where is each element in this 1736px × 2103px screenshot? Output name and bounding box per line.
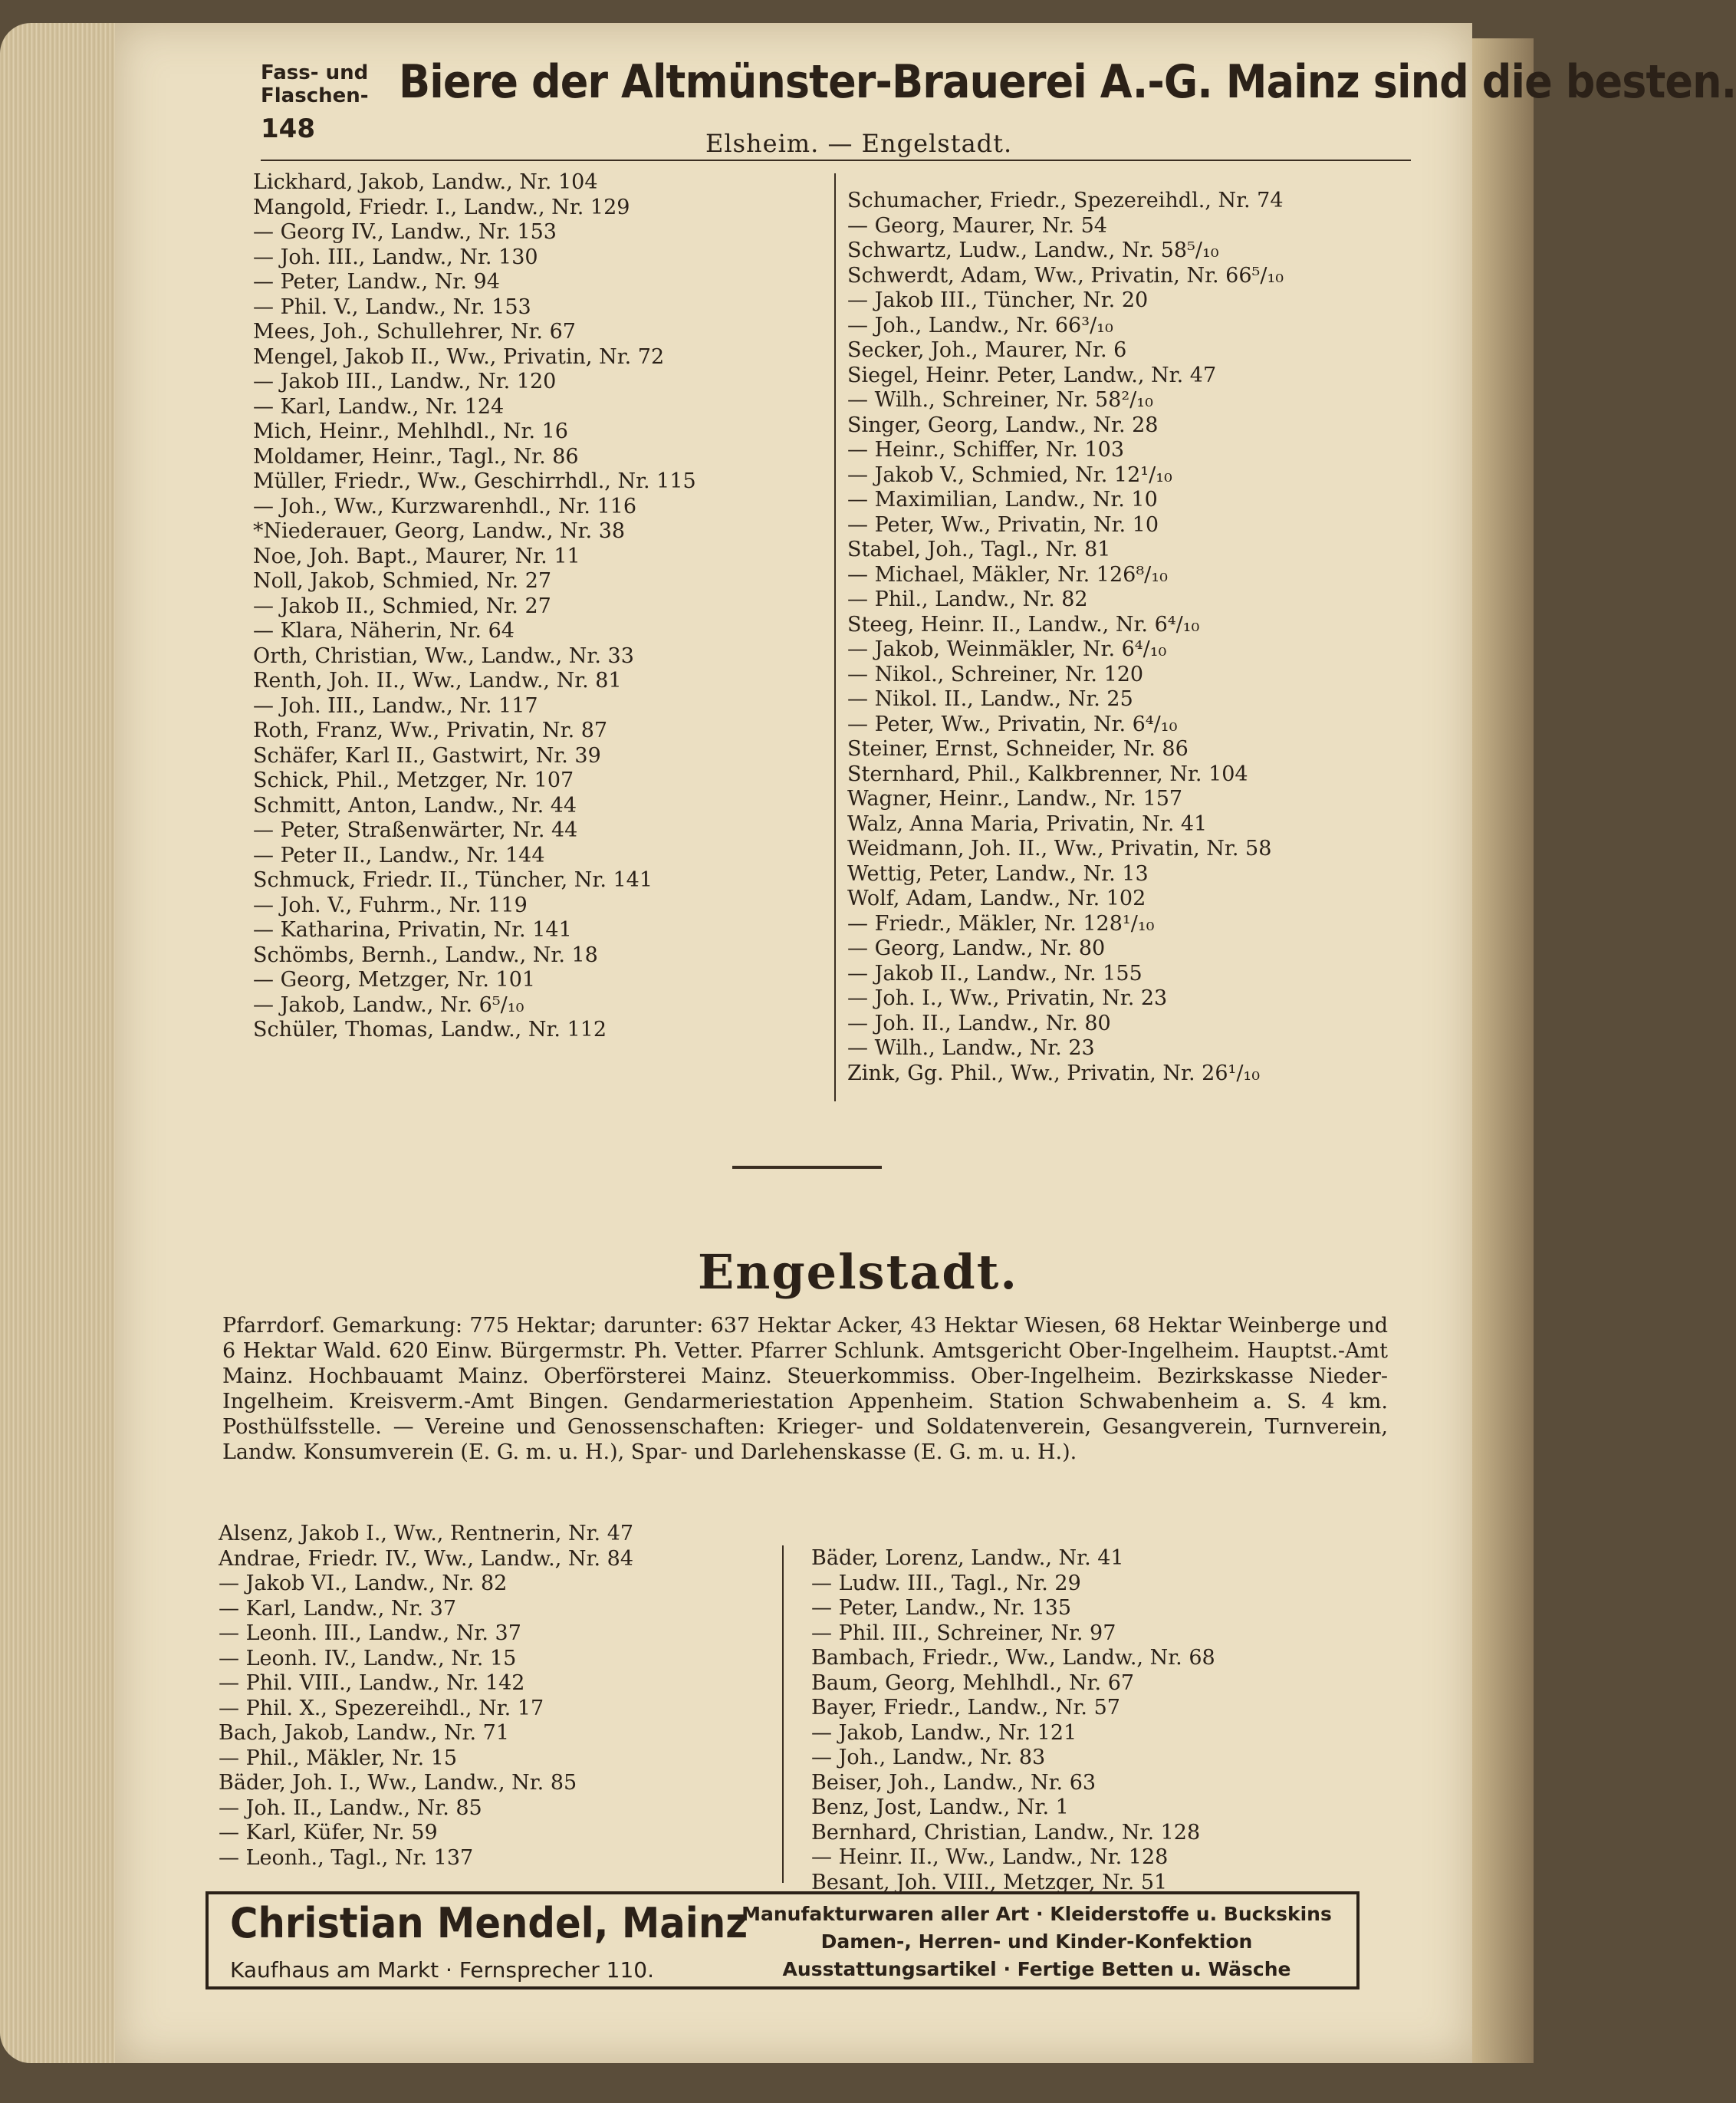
directory-entry: Schumacher, Friedr., Spezereihdl., Nr. 74: [847, 189, 1284, 212]
book-page-edges: [0, 23, 130, 2063]
directory-entry: Roth, Franz, Ww., Privatin, Nr. 87: [253, 719, 608, 742]
directory-entry: Schmitt, Anton, Landw., Nr. 44: [253, 793, 577, 818]
directory-entry: — Katharina, Privatin, Nr. 141: [253, 918, 572, 942]
directory-entry: Wolf, Adam, Landw., Nr. 102: [847, 887, 1146, 910]
directory-entry: Schüler, Thomas, Landw., Nr. 112: [253, 1018, 607, 1042]
directory-entry: — Joh. III., Landw., Nr. 117: [253, 693, 538, 718]
running-title: Elsheim. — Engelstadt.: [705, 129, 1013, 158]
directory-entry: Walz, Anna Maria, Privatin, Nr. 41: [847, 811, 1208, 836]
directory-entry: — Peter, Landw., Nr. 135: [811, 1596, 1072, 1620]
directory-entry: Schömbs, Bernh., Landw., Nr. 18: [253, 943, 598, 967]
directory-entry: Noe, Joh. Bapt., Maurer, Nr. 11: [253, 544, 580, 568]
directory-entry: — Jakob, Weinmäkler, Nr. 6⁴/₁₀: [847, 637, 1167, 661]
engelstadt-left-column: [219, 1522, 633, 1871]
directory-entry: — Georg, Metzger, Nr. 101: [253, 968, 536, 992]
directory-entry: — Phil. VIII., Landw., Nr. 142: [219, 1671, 525, 1695]
directory-entry: Zink, Gg. Phil., Ww., Privatin, Nr. 26¹/₁₀: [847, 1061, 1261, 1085]
directory-entry: — Georg, Maurer, Nr. 54: [847, 213, 1107, 238]
directory-entry: — Karl, Küfer, Nr. 59: [219, 1821, 438, 1845]
directory-entry: — Jakob VI., Landw., Nr. 82: [219, 1571, 508, 1595]
directory-entry: Alsenz, Jakob I., Ww., Rentnerin, Nr. 47: [219, 1522, 634, 1545]
directory-entry: — Peter, Ww., Privatin, Nr. 6⁴/₁₀: [847, 712, 1178, 736]
directory-entry: Renth, Joh. II., Ww., Landw., Nr. 81: [253, 669, 622, 693]
directory-entry: Schwerdt, Adam, Ww., Privatin, Nr. 66⁵/₁₀: [847, 263, 1284, 288]
directory-entry: Orth, Christian, Ww., Landw., Nr. 33: [253, 643, 634, 668]
directory-entry: Bambach, Friedr., Ww., Landw., Nr. 68: [811, 1646, 1215, 1670]
directory-entry: Schwartz, Ludw., Landw., Nr. 58⁵/₁₀: [847, 239, 1219, 262]
directory-entry: Steiner, Ernst, Schneider, Nr. 86: [847, 737, 1189, 761]
directory-entry: — Jakob V., Schmied, Nr. 12¹/₁₀: [847, 462, 1172, 487]
engelstadt-right-column: [811, 1546, 1215, 1895]
directory-entry: — Joh. V., Fuhrm., Nr. 119: [253, 893, 528, 917]
directory-entry: Mangold, Friedr. I., Landw., Nr. 129: [253, 195, 630, 219]
directory-entry: Bäder, Joh. I., Ww., Landw., Nr. 85: [219, 1771, 577, 1795]
ad-company-name: Christian Mendel, Mainz: [230, 1899, 748, 1947]
ad-main-text: Biere der Altmünster-Brauerei A.-G. Mainz sind die besten.: [399, 55, 1736, 109]
directory-entry: — Joh. II., Landw., Nr. 85: [219, 1795, 482, 1820]
directory-entry: Weidmann, Joh. II., Ww., Privatin, Nr. 58: [847, 837, 1272, 861]
directory-entry: — Leonh., Tagl., Nr. 137: [219, 1845, 474, 1870]
ad-line-3: Ausstattungsartikel · Fertige Betten u. Wäsche: [782, 1958, 1291, 1980]
directory-entry: — Leonh. III., Landw., Nr. 37: [219, 1621, 521, 1645]
directory-entry: — Ludw. III., Tagl., Nr. 29: [811, 1571, 1081, 1595]
directory-entry: Sternhard, Phil., Kalkbrenner, Nr. 104: [847, 762, 1248, 786]
directory-entry: — Heinr. II., Ww., Landw., Nr. 128: [811, 1845, 1169, 1869]
directory-entry: — Wilh., Landw., Nr. 23: [847, 1036, 1095, 1060]
directory-entry: — Karl, Landw., Nr. 124: [253, 394, 505, 419]
directory-entry: — Phil. V., Landw., Nr. 153: [253, 295, 531, 319]
column-divider-bottom: [782, 1545, 784, 1883]
column-divider-top: [834, 173, 836, 1101]
directory-entry: Mich, Heinr., Mehlhdl., Nr. 16: [253, 420, 568, 443]
directory-entry: — Heinr., Schiffer, Nr. 103: [847, 438, 1124, 462]
directory-entry: — Wilh., Schreiner, Nr. 58²/₁₀: [847, 388, 1153, 412]
ad-small-text: Fass- und Flaschen-: [261, 61, 369, 107]
directory-entry: Schmuck, Friedr. II., Tüncher, Nr. 141: [253, 868, 653, 892]
header-rule: [261, 160, 1411, 161]
directory-entry: — Jakob, Landw., Nr. 6⁵/₁₀: [253, 992, 524, 1017]
directory-entry: — Joh. I., Ww., Privatin, Nr. 23: [847, 986, 1168, 1010]
section-title: Engelstadt.: [698, 1244, 1018, 1300]
directory-entry: — Jakob II., Schmied, Nr. 27: [253, 594, 551, 618]
directory-entry: Bernhard, Christian, Landw., Nr. 128: [811, 1820, 1201, 1845]
directory-entry: — Jakob III., Landw., Nr. 120: [253, 370, 557, 393]
directory-entry: — Joh. II., Landw., Nr. 80: [847, 1011, 1111, 1035]
directory-entry: Singer, Georg, Landw., Nr. 28: [847, 413, 1159, 437]
elsheim-left-column: [253, 170, 696, 1043]
page-number: 148: [261, 114, 315, 144]
directory-entry: Stabel, Joh., Tagl., Nr. 81: [847, 538, 1111, 561]
footer-advertisement: [205, 1891, 1360, 1989]
directory-entry: — Phil. III., Schreiner, Nr. 97: [811, 1621, 1116, 1645]
directory-entry: — Peter II., Landw., Nr. 144: [253, 843, 545, 867]
directory-entry: — Leonh. IV., Landw., Nr. 15: [219, 1646, 517, 1670]
directory-entry: Bäder, Lorenz, Landw., Nr. 41: [811, 1546, 1124, 1570]
directory-entry: Schick, Phil., Metzger, Nr. 107: [253, 768, 574, 792]
directory-entry: Bayer, Friedr., Landw., Nr. 57: [811, 1696, 1120, 1720]
elsheim-right-column: [847, 189, 1284, 1086]
directory-entry: Wettig, Peter, Landw., Nr. 13: [847, 861, 1149, 886]
directory-entry: Baum, Georg, Mehlhdl., Nr. 67: [811, 1670, 1135, 1695]
directory-entry: — Jakob II., Landw., Nr. 155: [847, 961, 1143, 986]
directory-entry: — Peter, Ww., Privatin, Nr. 10: [847, 512, 1159, 537]
directory-entry: — Georg IV., Landw., Nr. 153: [253, 220, 557, 244]
directory-entry: Moldamer, Heinr., Tagl., Nr. 86: [253, 444, 579, 469]
directory-entry: Andrae, Friedr. IV., Ww., Landw., Nr. 84: [219, 1546, 634, 1571]
directory-entry: — Karl, Landw., Nr. 37: [219, 1596, 456, 1621]
directory-entry: Beiser, Joh., Landw., Nr. 63: [811, 1770, 1097, 1795]
directory-entry: Siegel, Heinr. Peter, Landw., Nr. 47: [847, 363, 1217, 387]
directory-entry: Mees, Joh., Schullehrer, Nr. 67: [253, 320, 576, 344]
header-advertisement: [146, 55, 1736, 140]
ad-products: [730, 1901, 1343, 1983]
directory-entry: — Phil., Mäkler, Nr. 15: [219, 1746, 458, 1770]
directory-entry: Besant, Joh. VIII., Metzger, Nr. 51: [811, 1870, 1168, 1894]
directory-entry: — Friedr., Mäkler, Nr. 128¹/₁₀: [847, 911, 1155, 936]
directory-entry: — Joh., Landw., Nr. 66³/₁₀: [847, 313, 1113, 337]
directory-entry: — Nikol., Schreiner, Nr. 120: [847, 662, 1144, 686]
directory-entry: Noll, Jakob, Schmied, Nr. 27: [253, 569, 552, 593]
directory-entry: — Nikol. II., Landw., Nr. 25: [847, 687, 1133, 711]
directory-entry: Wagner, Heinr., Landw., Nr. 157: [847, 787, 1183, 811]
directory-entry: — Joh., Ww., Kurzwarenhdl., Nr. 116: [253, 494, 637, 518]
directory-entry: — Georg, Landw., Nr. 80: [847, 936, 1106, 960]
ad-line-2: Damen-, Herren- und Kinder-Konfektion: [820, 1930, 1253, 1953]
engelstadt-description: Pfarrdorf. Gemarkung: 775 Hektar; darunter: 637 Hektar Acker, 43 Hektar Wiesen, 68 Hektar Weinberge und 6 Hektar Wald. 620 Einw. Bürgermstr. Ph. Vetter. Pfarrer Schlunk. Amtsgericht Ober-Ingelheim. Hauptst.-Amt Mainz. Hochbauamt Mainz. Oberförsterei Mainz. Steuerkommiss. Ober-Ingelheim. Bezirkskasse Nieder-Ingelheim. Kreisverm.-Amt Bingen. Gendarmeriestation Appenheim. Station Schwabenheim a. S. 4 km. Posthülfsstelle. — Vereine und Genossenschaften: Krieger- und Soldatenverein, Gesangverein, Turnverein, Landw. Konsumverein (E. G. m. u. H.), Spar- und Darlehenskasse (E. G. m. u. H.).: [222, 1314, 1388, 1464]
directory-entry: Secker, Joh., Maurer, Nr. 6: [847, 338, 1127, 362]
directory-entry: — Maximilian, Landw., Nr. 10: [847, 488, 1158, 512]
directory-entry: — Michael, Mäkler, Nr. 126⁸/₁₀: [847, 562, 1168, 587]
book-right-edge: [1472, 38, 1534, 2063]
directory-entry: — Klara, Näherin, Nr. 64: [253, 619, 515, 643]
directory-entry: — Jakob III., Tüncher, Nr. 20: [847, 288, 1149, 312]
directory-entry: — Phil. X., Spezereihdl., Nr. 17: [219, 1696, 544, 1720]
directory-entry: Mengel, Jakob II., Ww., Privatin, Nr. 72: [253, 344, 665, 369]
directory-entry: — Joh. III., Landw., Nr. 130: [253, 245, 538, 269]
directory-entry: Bach, Jakob, Landw., Nr. 71: [219, 1721, 510, 1745]
directory-entry: Müller, Friedr., Ww., Geschirrhdl., Nr. 115: [253, 469, 696, 493]
directory-entry: Benz, Jost, Landw., Nr. 1: [811, 1795, 1069, 1819]
directory-entry: Lickhard, Jakob, Landw., Nr. 104: [253, 170, 598, 194]
ad-address: Kaufhaus am Markt · Fernsprecher 110.: [230, 1957, 654, 1983]
directory-entry: Schäfer, Karl II., Gastwirt, Nr. 39: [253, 743, 601, 768]
ad-line-1: Manufakturwaren aller Art · Kleiderstoffe u. Buckskins: [741, 1903, 1332, 1925]
directory-entry: — Peter, Straßenwärter, Nr. 44: [253, 818, 578, 842]
directory-entry: — Joh., Landw., Nr. 83: [811, 1746, 1046, 1769]
section-divider: [732, 1166, 882, 1169]
directory-entry: Steeg, Heinr. II., Landw., Nr. 6⁴/₁₀: [847, 612, 1200, 637]
directory-entry: — Peter, Landw., Nr. 94: [253, 270, 500, 294]
directory-entry: — Jakob, Landw., Nr. 121: [811, 1720, 1077, 1745]
directory-entry: — Phil., Landw., Nr. 82: [847, 587, 1088, 611]
directory-entry: *Niederauer, Georg, Landw., Nr. 38: [253, 519, 626, 543]
